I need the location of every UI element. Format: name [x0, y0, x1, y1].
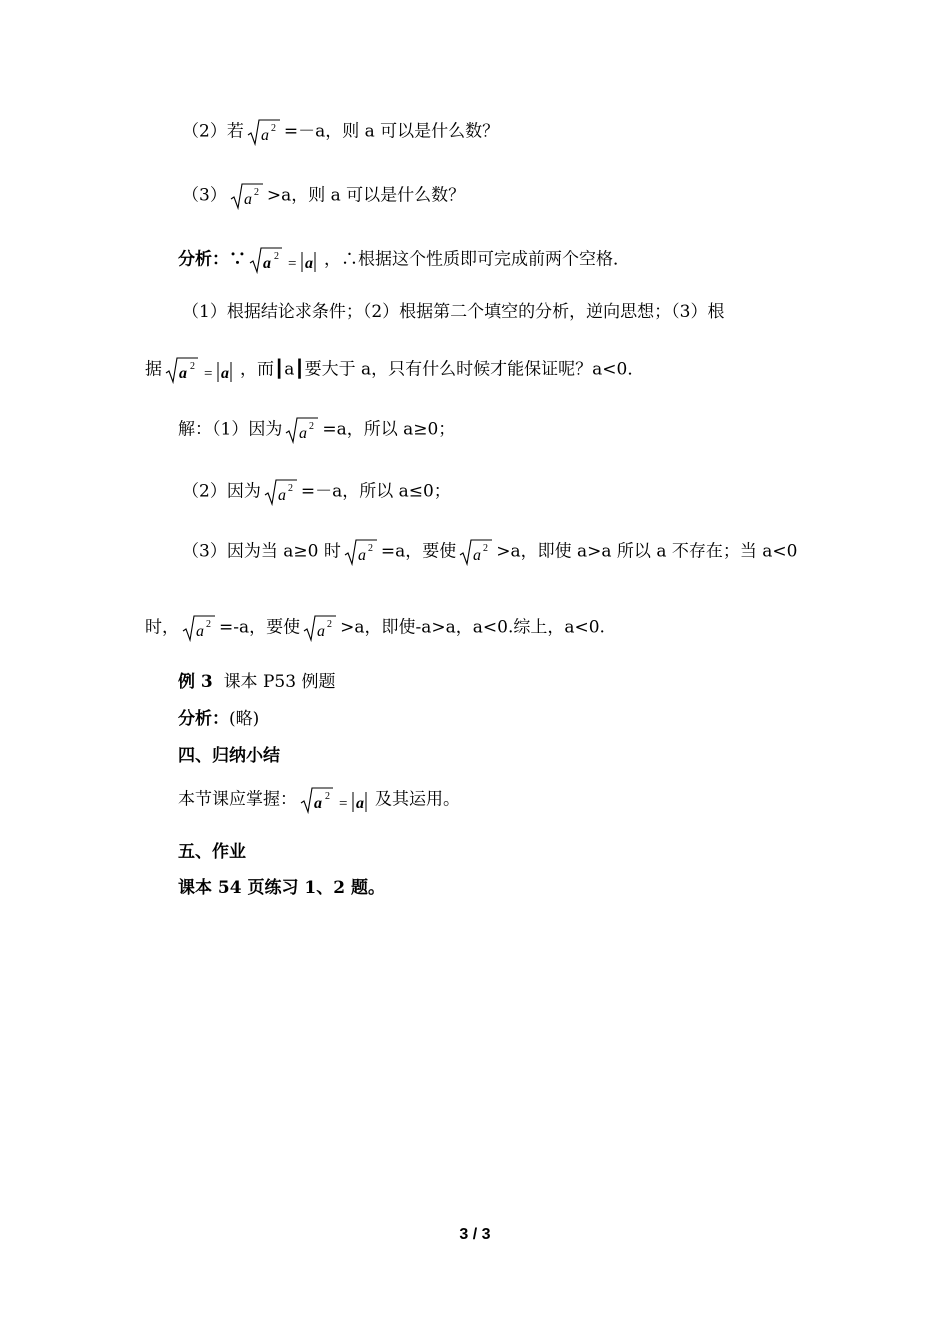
solution-2: （2）因为 a 2 =－a，所以 a≤0； [182, 478, 451, 506]
svg-text:a: a [299, 425, 308, 442]
solution-3: （3）因为当 a≥0 时 a 2 =a，要使 a 2 >a，即使 a>a 所以 a 不存在；当 a<0 [182, 538, 797, 566]
q3-prefix: （3） [182, 185, 227, 206]
svg-text:a: a [317, 623, 326, 640]
sqrt-a-squared-formula [303, 614, 337, 642]
summary-line: 本节课应掌握： a 2 = a 及其运用。 [178, 786, 460, 814]
svg-text:a: a [314, 795, 322, 812]
sqrt-a-squared-formula [264, 478, 298, 506]
sqrt-a-squared-formula [459, 538, 493, 566]
q3-suffix: >a，则 a 可以是什么数？ [266, 185, 466, 206]
example-3 [178, 670, 335, 694]
solution-3-continued: 时， a 2 =-a，要使 a 2 >a，即使-a>a，a<0.综上，a<0. [145, 614, 605, 642]
svg-text:a: a [357, 547, 366, 564]
svg-text:a: a [260, 127, 269, 144]
svg-text:a: a [263, 255, 271, 272]
section-5-heading: 五、作业 [178, 842, 246, 862]
svg-text:a: a [243, 191, 252, 208]
svg-text:2: 2 [309, 421, 315, 432]
svg-text:2: 2 [270, 123, 276, 134]
svg-text:a: a [221, 365, 229, 382]
svg-text:a: a [473, 547, 482, 564]
svg-text:=: = [288, 256, 297, 272]
sqrt-equals-abs-formula [300, 786, 372, 814]
sqrt-a-squared-formula [230, 182, 264, 210]
analysis-detail: （1）根据结论求条件；（2）根据第二个填空的分析，逆向思想；（3）根 [182, 302, 725, 322]
svg-text:a: a [179, 365, 187, 382]
because-symbol: ∵ [229, 249, 246, 270]
svg-text:2: 2 [287, 483, 293, 494]
q2-suffix: =－a，则 a 可以是什么数？ [283, 121, 500, 142]
section-4-heading: 四、归纳小结 [178, 746, 280, 766]
svg-text:a: a [356, 795, 364, 812]
svg-text:=: = [339, 796, 348, 812]
analysis-suffix: ，∴根据这个性质即可完成前两个空格． [324, 249, 630, 270]
sqrt-equals-abs-formula [249, 246, 321, 274]
svg-text:2: 2 [274, 251, 279, 262]
sqrt-a-squared-formula [344, 538, 378, 566]
q2-prefix: （2）若 [182, 121, 244, 142]
svg-text:2: 2 [253, 187, 259, 198]
sqrt-equals-abs-formula [165, 356, 237, 384]
solution-1: 解：（1）因为 a 2 =a，所以 a≥0； [178, 416, 455, 444]
example-3-analysis: 分析：(略) [178, 709, 260, 729]
example-3-label: 例 3 [178, 672, 213, 692]
question-3 [182, 182, 465, 210]
question-2 [182, 118, 499, 146]
svg-text:2: 2 [325, 791, 330, 802]
homework-line: 课本 54 页练习 1、2 题。 [178, 878, 385, 898]
svg-text:=: = [204, 366, 213, 382]
analysis-label: 分析： [178, 249, 229, 270]
sqrt-a-squared-formula [285, 416, 319, 444]
analysis-continued: 据 a 2 = a ，而┃a┃要大于 a，只有什么时候才能保证呢？a<0． [145, 356, 644, 384]
sqrt-a-squared-formula [182, 614, 216, 642]
svg-text:a: a [305, 255, 313, 272]
svg-text:2: 2 [367, 543, 373, 554]
example-3-text: 课本 P53 例题 [223, 672, 336, 692]
sqrt-a-squared-formula [247, 118, 281, 146]
svg-text:2: 2 [483, 543, 489, 554]
svg-text:a: a [196, 623, 204, 640]
svg-text:a: a [277, 487, 286, 504]
svg-text:2: 2 [206, 619, 211, 630]
analysis-line [178, 246, 630, 274]
svg-text:2: 2 [327, 619, 333, 630]
page-number: 3 / 3 [459, 1226, 491, 1243]
svg-text:2: 2 [190, 361, 195, 372]
